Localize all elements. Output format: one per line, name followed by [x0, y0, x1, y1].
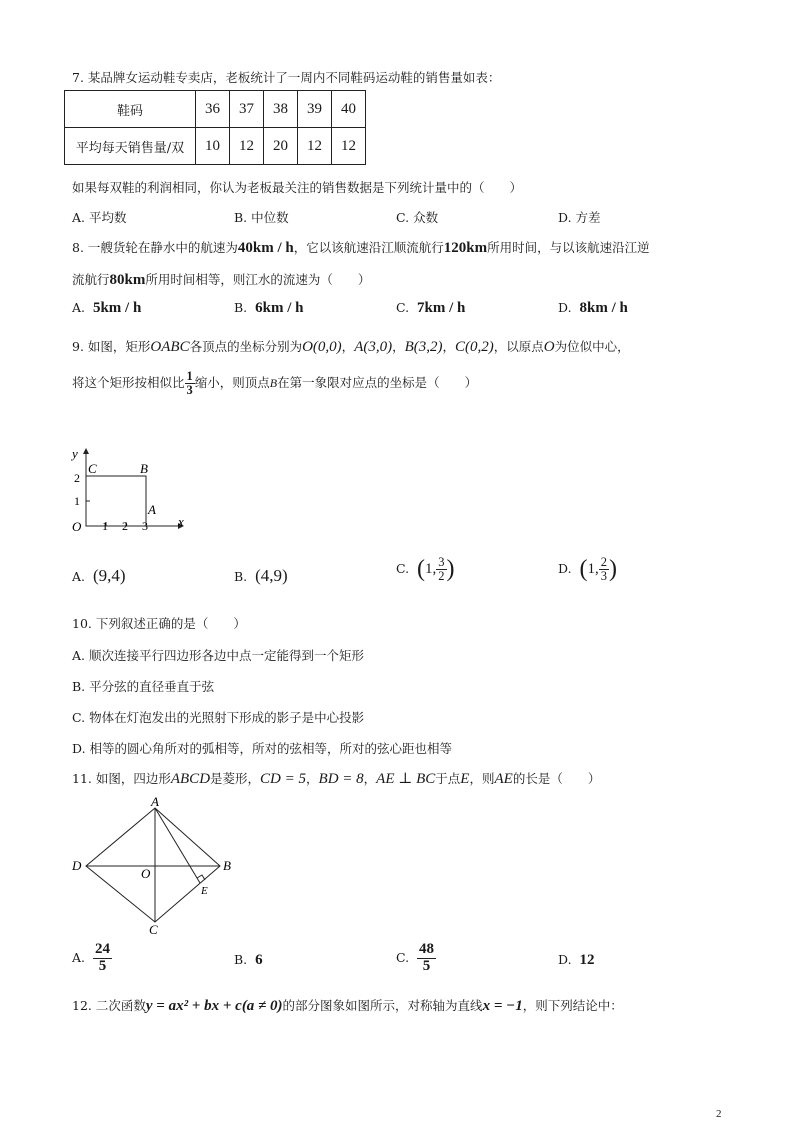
option-label: A. — [72, 569, 86, 584]
q11-sep: ， — [306, 771, 319, 786]
q11-option-b[interactable] — [234, 952, 263, 969]
option-value: (9,4) — [92, 566, 126, 585]
q11-option-c[interactable] — [396, 942, 436, 975]
q9-point-c: C(0,2) — [455, 339, 494, 355]
table-cell: 10 — [196, 128, 230, 165]
q10-option-c[interactable]: C. 物体在灯泡发出的光照射下形成的影子是中心投影 — [72, 710, 365, 725]
left-paren: ( — [579, 556, 588, 583]
q11-stem — [72, 769, 600, 788]
q9-option-b[interactable] — [234, 566, 288, 586]
q11-text: 11. 如图，四边形 — [72, 771, 171, 786]
q9-vertex: B — [269, 376, 278, 391]
q8-text: 所用时间相等，则江水的流速为（ ） — [145, 272, 371, 287]
q8-distance-2: 80km — [109, 272, 146, 288]
rectangle-oabc — [86, 476, 146, 526]
q12-text: 12. 二次函数 — [72, 998, 146, 1013]
option-label: A. — [72, 949, 86, 965]
q8-option-b[interactable] — [234, 300, 303, 317]
q11-bd: BD = 8 — [318, 771, 364, 787]
segment-ae — [155, 808, 200, 883]
table-cell: 40 — [332, 91, 366, 128]
rhombus-abcd — [86, 808, 220, 922]
q9-text: 各顶点的坐标分别为 — [189, 339, 303, 354]
q10-option-a[interactable]: A. 顺次连接平行四边形各边中点一定能得到一个矩形 — [72, 648, 364, 663]
table-row — [65, 128, 366, 165]
q12-text: 的部分图象如图所示，对称轴为直线 — [282, 998, 483, 1013]
q9-text: 为位似中心， — [554, 339, 630, 354]
y-axis-arrow — [83, 448, 89, 454]
y-tick-label: 2 — [74, 471, 80, 485]
q11-text: 的长是（ ） — [512, 771, 601, 786]
q8-text: 8. 一艘货轮在静水中的航速为 — [72, 240, 238, 255]
q8-stem-line1 — [72, 238, 650, 257]
table-cell: 12 — [298, 128, 332, 165]
origin-label: O — [72, 519, 82, 534]
option-label: A. — [72, 300, 86, 315]
point-b-label: B — [223, 858, 231, 873]
q9-text: 将这个矩形按相似比 — [72, 375, 185, 391]
q9-origin: O — [543, 339, 555, 355]
q9-text: 在第一象限对应点的坐标是（ ） — [277, 375, 478, 391]
q8-text: 所用时间，与以该航速沿江逆 — [487, 240, 650, 255]
q11-option-a[interactable] — [72, 942, 112, 975]
option-fraction — [417, 942, 436, 975]
page-number: 2 — [716, 1108, 722, 1120]
point-d-label: D — [72, 858, 82, 873]
q9-sep: ， — [442, 339, 456, 354]
q7-option-a[interactable]: A. 平均数 — [72, 210, 127, 225]
q11-quad-name: ABCD — [170, 771, 211, 787]
point-b-label: B — [140, 461, 148, 476]
option-value-first: 1, — [425, 561, 437, 578]
q12-stem — [72, 996, 623, 1015]
table-header-sales: 平均每天销售量/双 — [65, 128, 196, 165]
option-label: C. — [396, 300, 410, 315]
option-value: 5km / h — [92, 300, 142, 316]
fraction-numerator: 48 — [419, 941, 435, 957]
point-c-label: C — [149, 922, 158, 936]
q9-sep: ， — [392, 339, 405, 354]
q9-option-c[interactable] — [396, 556, 455, 583]
q7-question: 如果每双鞋的利润相同，你认为老板最关注的销售数据是下列统计量中的（ ） — [72, 180, 523, 195]
q9-text: 9. 如图，矩形 — [72, 339, 151, 354]
q9-stem-line2 — [72, 370, 477, 397]
x-tick-label: 1 — [102, 519, 108, 533]
shoe-sales-table — [64, 90, 366, 165]
option-value: 6 — [255, 952, 263, 968]
q9-sep: ， — [341, 339, 355, 354]
point-a-label: A — [151, 796, 159, 809]
q7-option-d[interactable]: D. 方差 — [558, 210, 601, 225]
q11-rhombus-figure — [66, 796, 246, 936]
option-fraction — [436, 556, 446, 583]
q9-point-b: B(3,2) — [404, 339, 443, 355]
q8-distance-1: 120km — [443, 240, 488, 256]
q8-text: 流航行 — [72, 272, 110, 287]
q12-symmetry-axis: x = −1 — [482, 998, 523, 1014]
q8-option-d[interactable] — [558, 300, 628, 317]
point-o-label: O — [141, 866, 151, 881]
table-cell: 37 — [230, 91, 264, 128]
q12-text: ，则下列结论中： — [522, 998, 623, 1013]
q9-text: 缩小，则顶点 — [194, 375, 270, 391]
fraction-numerator: 3 — [438, 555, 445, 569]
q8-speed: 40km / h — [237, 240, 294, 256]
table-cell: 38 — [264, 91, 298, 128]
option-label: D. — [558, 952, 572, 967]
fraction-denominator: 3 — [186, 383, 193, 398]
table-row — [65, 91, 366, 128]
option-label: C. — [396, 949, 410, 965]
q10-option-d[interactable]: D. 相等的圆心角所对的弧相等，所对的弦相等，所对的弦心距也相等 — [72, 741, 453, 756]
q9-coordinate-graph — [66, 446, 186, 536]
q8-text: ，它以该航速沿江顺流航行 — [293, 240, 444, 255]
q11-segment-ae: AE — [494, 771, 513, 787]
fraction-numerator: 2 — [600, 555, 608, 569]
option-value: (4,9) — [255, 566, 288, 585]
q9-option-a[interactable] — [72, 566, 126, 586]
q11-cd: CD = 5 — [260, 771, 307, 787]
x-tick-label: 2 — [122, 519, 128, 533]
q9-point-o: O(0,0) — [302, 339, 342, 355]
option-label: B. — [234, 569, 248, 584]
q12-function: y = ax² + bx + c(a ≠ 0) — [145, 998, 283, 1014]
q8-option-a[interactable] — [72, 300, 141, 317]
q9-option-d[interactable] — [558, 556, 617, 583]
q10-option-b[interactable]: B. 平分弦的直径垂直于弦 — [72, 679, 215, 694]
q8-option-c[interactable] — [396, 300, 465, 317]
left-paren: ( — [417, 556, 426, 583]
table-cell: 20 — [264, 128, 298, 165]
right-paren: ) — [609, 556, 618, 583]
y-tick-label: 1 — [74, 494, 80, 508]
table-cell: 12 — [332, 128, 366, 165]
fraction-denominator: 3 — [600, 569, 608, 584]
option-label: D. — [558, 561, 572, 577]
table-header-size: 鞋码 — [65, 91, 196, 128]
q11-point-e: E — [460, 771, 470, 787]
q7-option-b[interactable]: B. 中位数 — [234, 210, 289, 225]
q9-ratio-fraction — [185, 370, 195, 397]
fraction-numerator: 1 — [186, 369, 193, 383]
q9-rectangle-name: OABC — [150, 339, 190, 355]
table-cell: 36 — [196, 91, 230, 128]
q11-option-d[interactable] — [558, 952, 595, 969]
option-label: C. — [396, 561, 410, 577]
option-label: B. — [234, 300, 248, 315]
fraction-denominator: 5 — [98, 957, 107, 974]
q8-stem-line2 — [72, 270, 370, 289]
option-value: 6km / h — [255, 300, 304, 316]
q11-perp: AE ⊥ BC — [376, 771, 436, 787]
q9-stem-line1 — [72, 337, 630, 356]
fraction-numerator: 24 — [94, 941, 110, 957]
q10-stem: 10. 下列叙述正确的是（ ） — [72, 616, 246, 631]
table-cell: 12 — [230, 128, 264, 165]
y-axis-label: y — [72, 446, 78, 461]
option-value-first: 1, — [587, 561, 599, 578]
option-label: D. — [558, 300, 572, 315]
point-c-label: C — [88, 461, 97, 476]
table-cell: 39 — [298, 91, 332, 128]
option-value: 7km / h — [417, 300, 466, 316]
point-e-label: E — [201, 885, 208, 897]
fraction-denominator: 2 — [438, 569, 445, 584]
fraction-denominator: 5 — [422, 957, 431, 974]
x-axis-label: x — [178, 514, 184, 529]
q9-text: ，以原点 — [493, 339, 544, 354]
q9-point-a: A(3,0) — [354, 339, 393, 355]
option-fraction — [93, 942, 112, 975]
q11-text: ，则 — [469, 771, 495, 786]
q7-option-c[interactable]: C. 众数 — [396, 210, 439, 225]
option-fraction — [599, 556, 609, 583]
right-paren: ) — [446, 556, 455, 583]
q11-text: 于点 — [435, 771, 461, 786]
q7-stem: 7. 某品牌女运动鞋专卖店，老板统计了一周内不同鞋码运动鞋的销售量如表： — [72, 70, 501, 85]
q11-sep: ， — [363, 771, 377, 786]
x-tick-label: 3 — [142, 519, 148, 533]
option-value: 12 — [579, 952, 595, 968]
option-label: B. — [234, 952, 248, 967]
q11-text: 是菱形， — [210, 771, 261, 786]
point-a-label: A — [148, 502, 156, 517]
option-value: 8km / h — [579, 300, 628, 316]
